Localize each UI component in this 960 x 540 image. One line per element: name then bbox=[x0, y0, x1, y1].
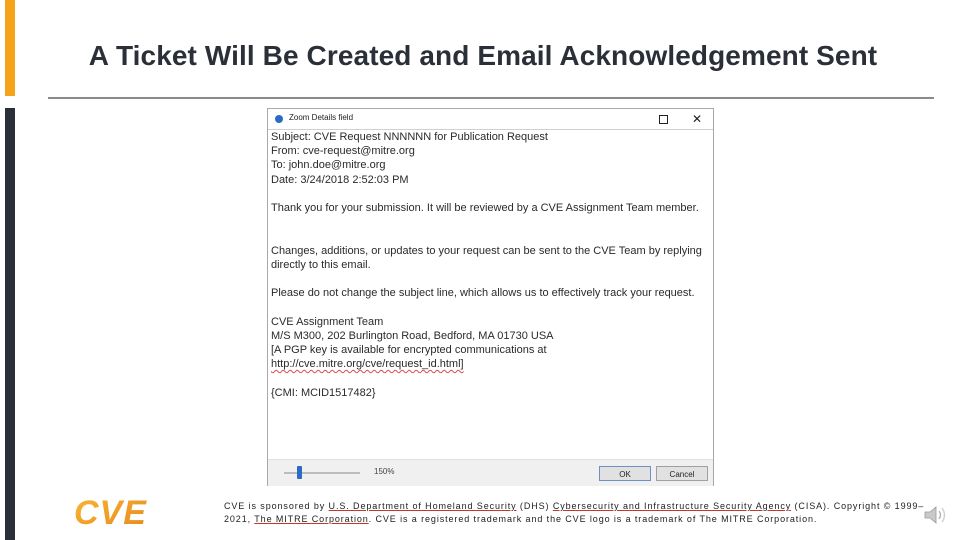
close-button[interactable] bbox=[686, 110, 708, 128]
email-signature-address: M/S M300, 202 Burlington Road, Bedford, MA 01730 USA bbox=[271, 329, 554, 342]
footer-copyright: CVE is sponsored by U.S. Department of Homeland Security (DHS) Cybersecurity and Infrastructure Security Agency (CISA). Copyright © 1999–2021, The MITRE Corporation. CVE is a registered trademark and the CVE logo is a trademark of The MITRE Corporation. bbox=[224, 501, 925, 524]
cve-logo bbox=[72, 494, 176, 528]
slide-title: A Ticket Will Be Created and Email Acknowledgement Sent bbox=[88, 40, 878, 71]
zoom-slider-track[interactable] bbox=[284, 472, 360, 474]
ok-button[interactable]: OK bbox=[599, 466, 651, 481]
email-to: To: john.doe@mitre.org bbox=[271, 159, 386, 172]
speaker-icon[interactable] bbox=[922, 504, 948, 526]
maximize-icon bbox=[659, 115, 668, 124]
zoom-details-dialog bbox=[267, 108, 714, 486]
email-signature-pgp: [A PGP key is available for encrypted communications at bbox=[271, 343, 547, 356]
email-signature-team: CVE Assignment Team bbox=[271, 315, 384, 328]
email-subject-note: Please do not change the subject line, which allows us to effectively track your request. bbox=[271, 287, 695, 300]
dhs-link[interactable]: U.S. Department of Homeland Security bbox=[328, 501, 517, 511]
svg-text:CVE: CVE bbox=[74, 494, 147, 528]
zoom-slider-thumb[interactable] bbox=[297, 466, 302, 479]
email-subject: Subject: CVE Request NNNNNN for Publication Request bbox=[271, 131, 548, 143]
email-text-area[interactable] bbox=[268, 129, 713, 460]
cancel-button[interactable]: Cancel bbox=[656, 466, 708, 481]
app-icon bbox=[275, 115, 283, 123]
maximize-button[interactable] bbox=[652, 110, 674, 128]
email-cmi: {CMI: MCID1517482} bbox=[271, 386, 376, 399]
email-date: Date: 3/24/2018 2:52:03 PM bbox=[271, 173, 409, 186]
dialog-titlebar[interactable] bbox=[268, 109, 713, 129]
email-changes-line-1: Changes, additions, or updates to your request can be sent to the CVE Team by replying bbox=[271, 244, 702, 257]
accent-bar-dark bbox=[5, 108, 15, 540]
dialog-title: Zoom Details field bbox=[289, 113, 354, 122]
mitre-link[interactable]: The MITRE Corporation bbox=[254, 514, 369, 524]
title-divider bbox=[48, 97, 934, 99]
cisa-link[interactable]: Cybersecurity and Infrastructure Security Agency bbox=[552, 501, 792, 511]
zoom-value: 150% bbox=[374, 467, 395, 476]
dialog-footer bbox=[268, 459, 713, 486]
email-thanks: Thank you for your submission. It will be reviewed by a CVE Assignment Team member. bbox=[271, 202, 699, 214]
email-from: From: cve-request@mitre.org bbox=[271, 145, 415, 158]
email-signature-url: http://cve.mitre.org/cve/request_id.html] bbox=[271, 358, 464, 371]
close-icon: ✕ bbox=[691, 112, 703, 126]
email-changes-line-2: directly to this email. bbox=[271, 258, 371, 271]
